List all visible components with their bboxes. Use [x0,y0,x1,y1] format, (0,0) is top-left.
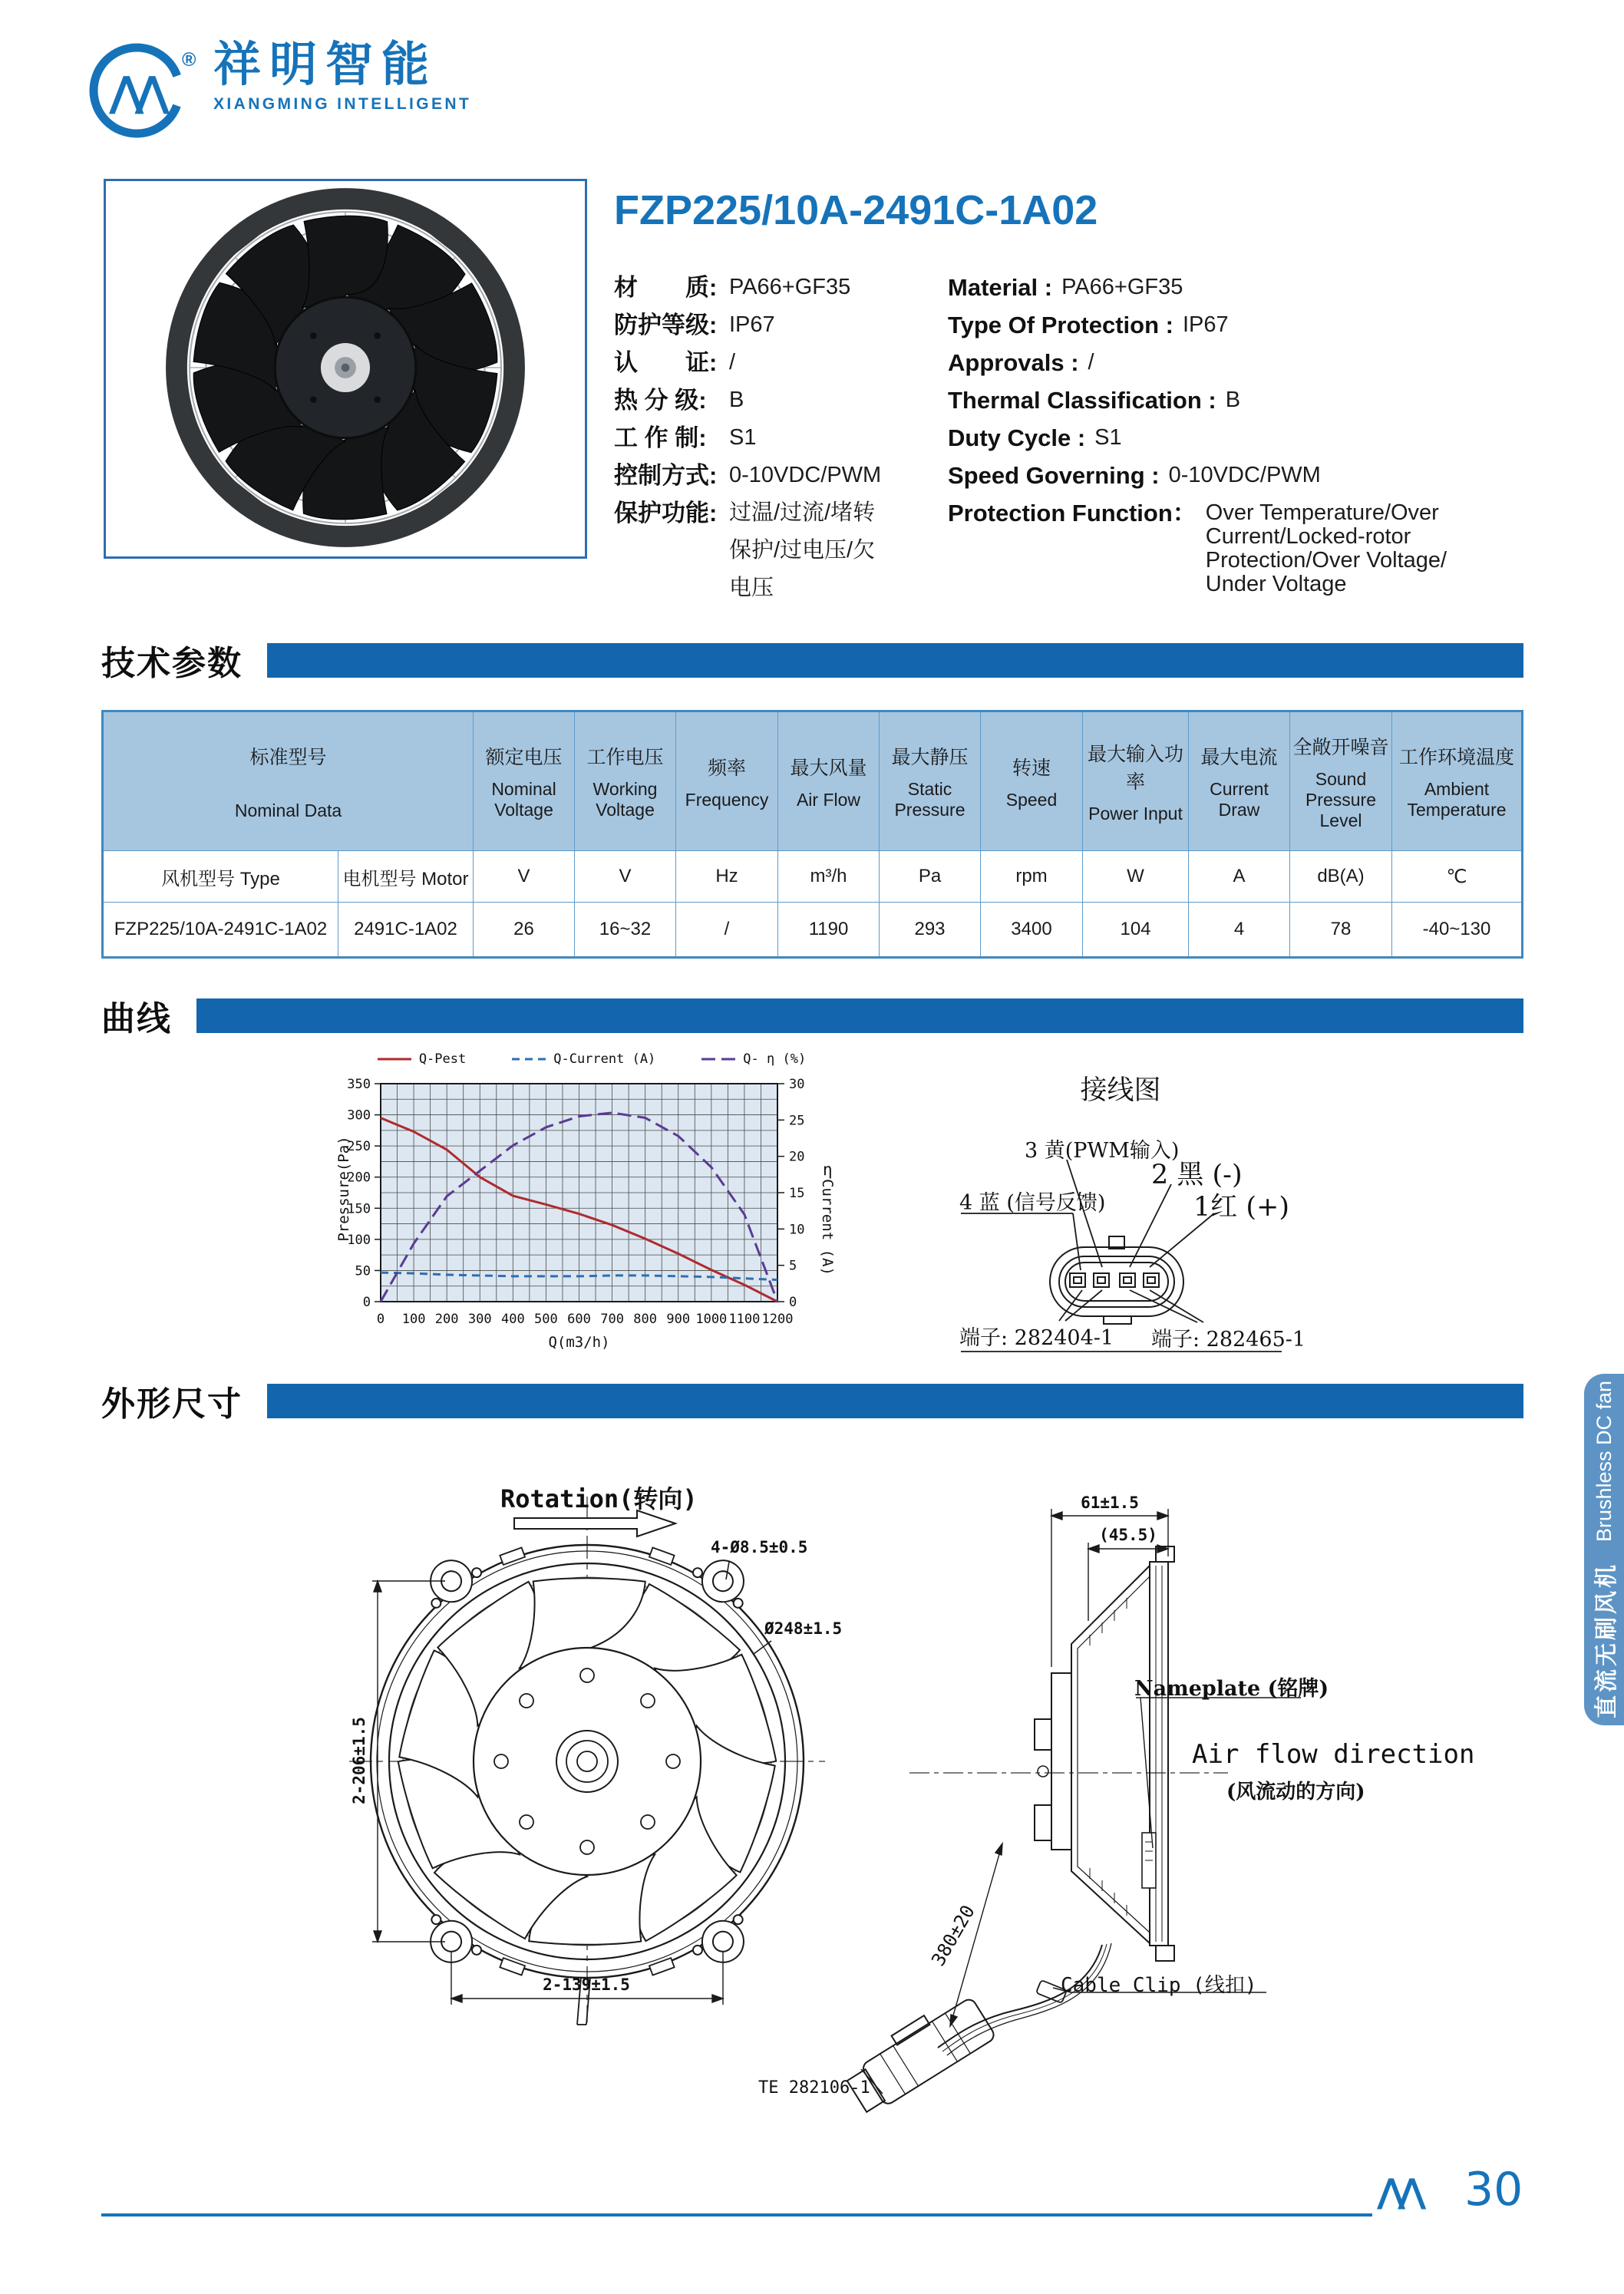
footer-logo-icon: ⋀⋀ [1377,2172,1419,2211]
spec-row-duty-cn [614,419,944,457]
wiring-terminal-left: 端子: 282404-1 [959,1326,1114,1350]
data-cell: 1190 [778,903,880,958]
data-cell: / [676,903,778,958]
spec-label: Duty Cycle : [948,424,1086,451]
th-en: Speed [1005,789,1058,810]
th-cn: 工作电压 [586,747,664,768]
spec-value: S1 [729,425,757,450]
data-cell: 4 [1189,903,1290,958]
th-en: Current Draw [1210,779,1269,820]
th-frequency [676,711,778,851]
svg-text:0: 0 [362,1295,371,1310]
svg-text:250: 250 [347,1139,371,1155]
svg-text:1200: 1200 [761,1312,794,1327]
svg-text:200: 200 [347,1170,371,1186]
fan-photo-hub [275,297,416,438]
legend-item-pressure [376,1051,466,1067]
legend-label: Q-Current (A) [553,1051,656,1067]
spec-value-line: 电压 [729,576,774,600]
legend-line-icon [700,1054,737,1064]
legend-item-efficiency [700,1051,806,1067]
spec-value: PA66+GF35 [1061,275,1183,299]
brand-text [213,40,471,114]
sidebar-label-en: Brushless DC fan [1592,1380,1616,1543]
spec-label: 认 证: [614,349,718,376]
wiring-label-pin4: 4 蓝 (信号反馈) [959,1191,1106,1215]
spec-value-line: Over Temperature/Over [1205,500,1439,525]
spec-value-line: Current/Locked-rotor [1205,524,1411,549]
brand-name-en: XIANGMING INTELLIGENT [213,95,472,113]
svg-text:400: 400 [500,1312,525,1327]
svg-text:300: 300 [467,1312,492,1327]
th-cn: 频率 [707,757,746,779]
legend-label: Q- η (%) [743,1051,807,1067]
spec-list-cn [614,269,944,607]
svg-text:⋀⋀: ⋀⋀ [109,68,161,116]
spec-label: 控制方式: [614,462,718,489]
brand-name-cn: 祥明智能 [213,38,438,91]
spec-row-approvals-cn [614,344,944,381]
th-working-voltage [575,711,676,851]
wiring-diagram [944,1063,1374,1366]
spec-row-material-cn [614,269,944,306]
spec-row-control-en [948,457,1531,494]
section-title: 技术参数 [101,645,243,682]
wiring-label-pin2: 2 黑 (-) [1151,1160,1243,1190]
spec-value-line: 过温/过流/堵转 [729,500,876,525]
th-nominal-voltage [474,711,575,851]
wiring-terminal-right: 端子: 282465-1 [1151,1328,1306,1352]
svg-text:30: 30 [789,1077,805,1092]
spec-row-control-cn [614,457,944,494]
data-cell: 78 [1290,903,1392,958]
table-units-row [103,851,1523,903]
wiring-label-pin3: 3 黄(PWM输入) [1025,1139,1180,1163]
spec-label: 材 质: [614,274,718,301]
spec-label: Speed Governing : [948,462,1160,489]
label-connector-part: TE 282106-1 [758,2078,870,2098]
data-cell: 16~32 [575,903,676,958]
spec-row-protection-en [948,494,1531,596]
sidebar-label-cn: 直流无刷风机 [1594,1562,1619,1719]
spec-label: Material : [948,274,1053,301]
chart-plot [330,1074,852,1357]
table-data-row [103,903,1523,958]
svg-text:900: 900 [666,1312,691,1327]
th-cn: 全敞开噪音 [1292,736,1389,758]
th-en: Working Voltage [592,779,658,820]
unit-cell: m³/h [778,851,880,903]
spec-value: IP67 [1182,312,1229,337]
svg-text:1000: 1000 [695,1312,728,1327]
unit-cell: rpm [981,851,1083,903]
logo-mark-icon [86,40,187,141]
svg-text:0: 0 [376,1312,385,1327]
th-air-flow [778,711,880,851]
section-header-tech [101,635,1523,685]
svg-text:20: 20 [789,1149,805,1165]
svg-text:1100: 1100 [728,1312,761,1327]
th-cn: 标准型号 [249,746,327,768]
data-cell: 104 [1083,903,1189,958]
section-bar [267,1384,1523,1418]
data-cell: -40~130 [1392,903,1523,958]
unit-cell: Pa [880,851,981,903]
svg-text:50: 50 [355,1263,371,1279]
legend-line-icon [510,1054,547,1064]
data-cell: 26 [474,903,575,958]
label-cable-clip: Cable Clip (线扣) [1061,1974,1257,1997]
th-en: Static Pressure [894,779,965,820]
dim-label-rotation: Rotation(转向) [500,1484,698,1513]
th-static-pressure [880,711,981,851]
product-photo [165,187,526,548]
legend-item-current [510,1051,655,1067]
svg-text:600: 600 [567,1312,591,1327]
svg-text:150: 150 [347,1201,371,1217]
th-en: Air Flow [796,789,861,810]
data-cell-motor: 2491C-1A02 [338,903,474,958]
unit-cell: ℃ [1392,851,1523,903]
th-cn: 最大电流 [1200,747,1278,768]
spec-row-material-en [948,269,1531,306]
th-cn: 最大输入功率 [1087,743,1183,793]
th-cn: 最大静压 [891,747,969,768]
th-power-input [1083,711,1189,851]
registered-mark: ® [182,49,196,71]
spec-value: B [1225,388,1241,412]
dim-label-depth2: (45.5) [1099,1526,1157,1544]
spec-value: 0-10VDC/PWM [1168,463,1321,487]
spec-value [729,494,875,607]
unit-cell: W [1083,851,1189,903]
dim-label-holes: 4-Ø8.5±0.5 [711,1538,808,1556]
spec-label: Type Of Protection : [948,312,1173,338]
th-ambient-temp [1392,711,1523,851]
svg-text:25: 25 [789,1113,805,1129]
th-en: Sound Pressure Level [1305,768,1377,830]
data-cell: 293 [880,903,981,958]
th-en: Power Input [1088,803,1183,824]
svg-text:100: 100 [347,1232,371,1248]
spec-value: / [729,350,736,375]
section-bar [196,998,1523,1033]
axis-label-current: Current (A) [819,1179,836,1276]
legend-line-icon [376,1054,413,1064]
spec-value: IP67 [729,312,775,337]
label-airflow-cn: (风流动的方向) [1226,1781,1365,1804]
svg-text:700: 700 [600,1312,624,1327]
unit-cell: V [474,851,575,903]
svg-text:350: 350 [347,1077,371,1092]
spec-value-line: Under Voltage [1205,572,1347,596]
spec-value-line: 保护/过电压/欠 [729,538,876,563]
spec-value: / [1088,350,1094,375]
section-bar [267,643,1523,678]
section-title: 曲线 [101,1000,172,1038]
label-airflow-en: Air flow direction [1192,1739,1475,1770]
performance-chart [330,1048,852,1371]
svg-text:0: 0 [789,1295,797,1310]
spec-label: 保护功能: [614,500,718,526]
spec-value: B [729,388,744,412]
spec-value-line: Protection/Over Voltage/ [1205,548,1447,573]
chart-legend [330,1048,852,1070]
spec-row-protection-cn [614,494,944,607]
unit-cell: 电机型号 Motor [338,851,474,903]
spec-label: Approvals : [948,349,1079,376]
unit-cell: dB(A) [1290,851,1392,903]
th-cn: 额定电压 [485,747,563,768]
spec-row-ip-en [948,306,1531,344]
svg-text:5: 5 [789,1258,797,1274]
side-view-drawing [729,1489,1451,2149]
th-en: Frequency [685,789,769,810]
spec-value [1206,501,1459,596]
wiring-title: 接线图 [1080,1075,1161,1106]
th-en: Nominal Data [234,800,342,820]
spec-label: 防护等级: [614,312,718,338]
unit-cell: 风机型号 Type [103,851,338,903]
product-title: FZP225/10A-2491C-1A02 [614,187,1098,233]
axis-label-flow: Q(m3/h) [548,1334,610,1351]
unit-cell: Hz [676,851,778,903]
section-title: 外形尺寸 [101,1385,243,1423]
svg-text:15: 15 [789,1186,805,1201]
section-header-dimensions [101,1376,1523,1425]
dim-label-ring-dia: Ø248±1.5 [764,1619,843,1638]
footer-line [101,2213,1372,2216]
spec-row-thermal-cn [614,381,944,419]
table-header-row [103,711,1523,851]
th-sound-level [1290,711,1392,851]
page-number: 30 [1464,2163,1523,2216]
dim-label-nameplate: Nameplate (铭牌) [1134,1677,1329,1701]
spec-row-thermal-en [948,381,1531,419]
spec-value: S1 [1094,425,1122,450]
spec-label: 工 作 制: [614,424,707,451]
spec-value: 0-10VDC/PWM [729,463,882,487]
th-current-draw [1189,711,1290,851]
svg-text:300: 300 [347,1107,371,1124]
th-cn: 最大风量 [790,757,867,779]
spec-label: Thermal Classification : [948,387,1216,414]
spec-row-duty-en [948,419,1531,457]
svg-text:800: 800 [633,1312,658,1327]
th-cn: 转速 [1012,757,1051,779]
spec-list-en [948,269,1531,596]
legend-label: Q-Pest [418,1051,467,1067]
spec-table [101,710,1523,959]
dim-label-mount-v: 2-206±1.5 [350,1717,368,1804]
th-speed [981,711,1083,851]
dim-label-depth: 61±1.5 [1081,1494,1139,1512]
data-cell-type: FZP225/10A-2491C-1A02 [103,903,338,958]
axis-label-eta: η [823,1160,833,1179]
spec-row-ip-cn [614,306,944,344]
th-en: Nominal Voltage [491,779,556,820]
spec-label: 热 分 级: [614,387,707,414]
wiring-label-pin1: 1红 (+) [1193,1192,1290,1223]
sidebar-label [1584,1374,1624,1725]
dim-label-mount-h: 2-139±1.5 [543,1975,630,1994]
data-cell: 3400 [981,903,1083,958]
th-en: Ambient Temperature [1407,779,1507,820]
svg-text:10: 10 [789,1222,805,1238]
th-nominal-data [103,711,474,851]
spec-value: PA66+GF35 [729,275,851,299]
unit-cell: A [1189,851,1290,903]
spec-label: Protection Function： [948,500,1197,526]
svg-text:100: 100 [401,1312,426,1327]
spec-row-approvals-en [948,344,1531,381]
unit-cell: V [575,851,676,903]
section-header-curves [101,991,1523,1040]
svg-text:500: 500 [534,1312,558,1327]
brand-logo [86,40,471,141]
product-photo-box [104,179,587,559]
svg-text:200: 200 [434,1312,459,1327]
th-cn: 工作环境温度 [1398,747,1514,768]
axis-label-pressure: Pressure(Pa) [335,1136,352,1242]
dim-label-cable-length: 380±20 [927,1901,979,1970]
